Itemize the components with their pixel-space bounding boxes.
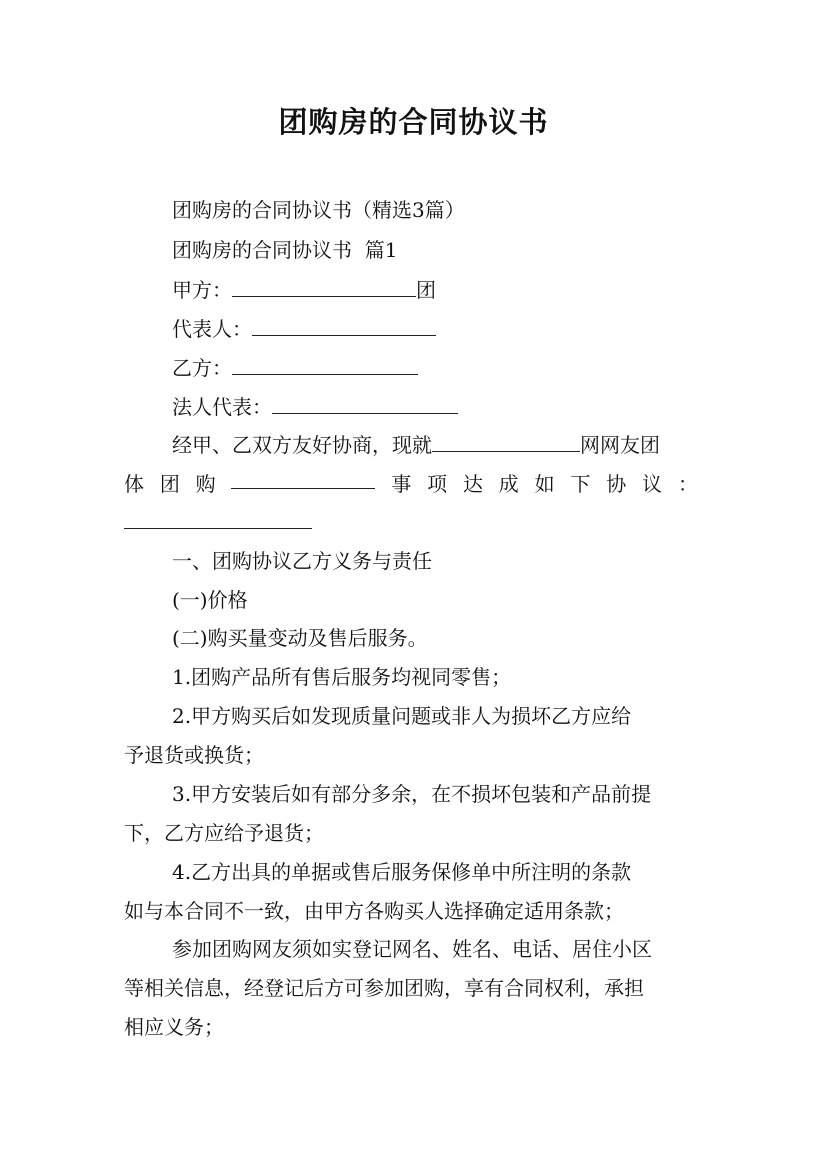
legal-rep-line [172,393,458,421]
intro-char: 成 [498,472,519,496]
party-a-suffix: 团 [416,278,436,302]
intro-part-2: 网网友团 [580,433,660,457]
paragraph-5-line-3: 相应义务； [124,1015,224,1039]
party-a-blank [232,278,416,297]
party-b-blank [232,356,418,375]
document-title: 团购房的合同协议书 [278,105,549,139]
intro-char: ： [677,472,698,496]
intro-blank-1 [432,433,580,452]
intro-char: 购 [195,472,216,496]
intro-char: 团 [159,472,180,496]
representative-label: 代表人： [172,317,252,341]
intro-part-1: 经甲、乙双方友好协商，现就 [172,433,432,457]
paragraph-5-line-2: 等相关信息，经登记后方可参加团购，享有合同权利，承担 [124,976,644,1000]
paragraph-2-line-2: 予退货或换货； [124,743,264,767]
intro-char: 事 [391,472,412,496]
intro-char: 下 [570,472,591,496]
paragraph-4-line-1: 4.乙方出具的单据或售后服务保修单中所注明的条款 [172,860,632,884]
item-quantity-service: (二)购买量变动及售后服务。 [172,626,428,650]
party-a-line [172,276,436,304]
paragraph-5-line-1: 参加团购网友须如实登记网名、姓名、电话、居住小区 [172,937,652,961]
legal-rep-label: 法人代表： [172,395,272,419]
intro-blank-3 [124,510,312,529]
intro-line-3 [124,508,312,536]
intro-char: 协 [606,472,627,496]
paragraph-4-line-2: 如与本合同不一致，由甲方各购买人选择确定适用条款； [124,899,624,923]
representative-line [172,315,436,343]
paragraph-3-line-1: 3.甲方安装后如有部分多余，在不损坏包装和产品前提 [172,782,652,806]
legal-rep-blank [272,395,458,414]
paragraph-3-line-2: 下，乙方应给予退货； [124,821,324,845]
party-b-line [172,354,418,382]
paragraph-1: 1.团购产品所有售后服务均视同零售； [172,665,512,689]
intro-char: 体 [124,472,144,496]
party-b-label: 乙方： [172,356,232,380]
intro-char: 达 [462,472,483,496]
paragraph-2-line-1: 2.甲方购买后如发现质量问题或非人为损坏乙方应给 [172,704,632,728]
clause-1-heading: 一、团购协议乙方义务与责任 [172,549,432,573]
intro-blank-2 [231,470,375,489]
section-heading: 团购房的合同协议书 篇1 [172,238,398,262]
intro-char: 议 [642,472,663,496]
party-a-label: 甲方： [172,278,232,302]
intro-line-1 [172,431,660,459]
intro-line-2 [124,470,698,498]
document-subtitle: 团购房的合同协议书（精选3篇） [172,198,465,222]
representative-blank [252,317,436,336]
intro-char: 项 [427,472,448,496]
intro-char: 如 [534,472,555,496]
item-price: (一)价格 [172,588,248,612]
